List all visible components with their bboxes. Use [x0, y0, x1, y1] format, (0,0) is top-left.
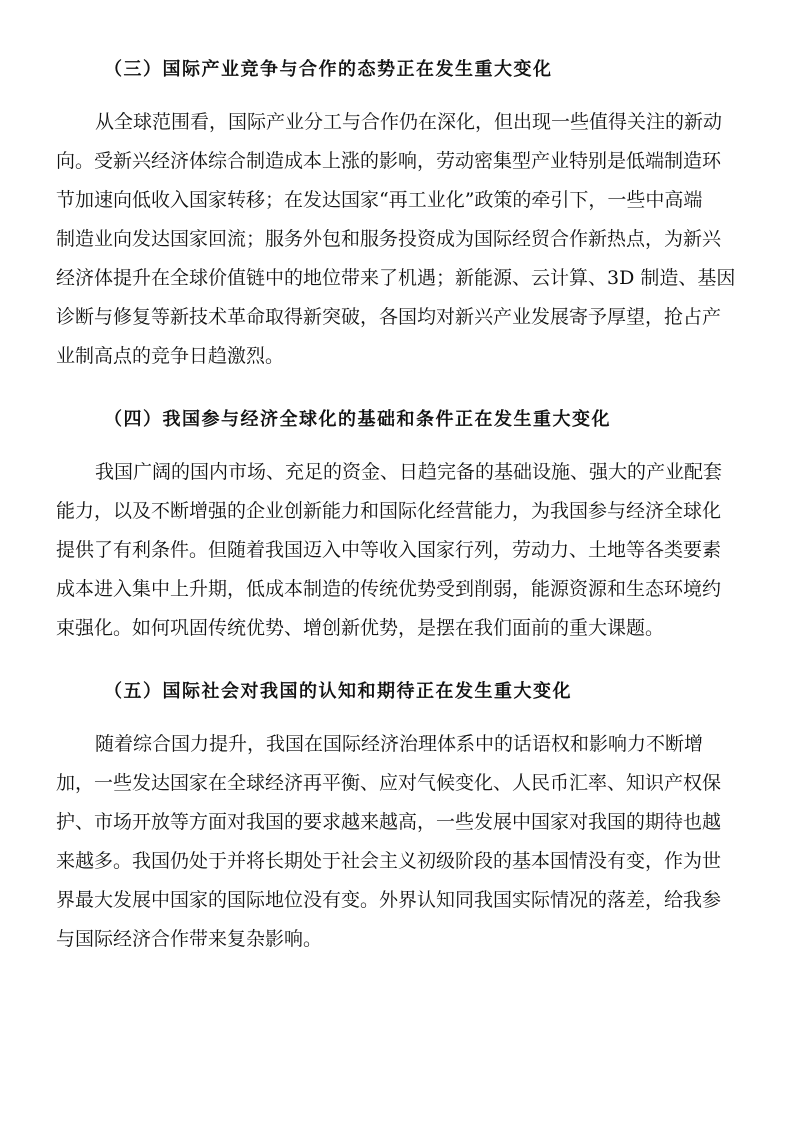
paragraph-line: 业制高点的竞争日趋激烈。	[56, 345, 285, 367]
paragraph-line: 向。受新兴经济体综合制造成本上涨的影响，劳动密集型产业特别是低端制造环	[56, 150, 722, 172]
paragraph-line: 来越多。我国仍处于并将长期处于社会主义初级阶段的基本国情没有变，作为世	[56, 850, 722, 872]
paragraph-line: 护、市场开放等方面对我国的要求越来越高，一些发展中国家对我国的期待也越	[56, 811, 722, 833]
paragraph-line: 能力，以及不断增强的企业创新能力和国际化经营能力，为我国参与经济全球化	[56, 500, 722, 522]
paragraph-line: 诊断与修复等新技术革命取得新突破，各国均对新兴产业发展寄予厚望，抢占产	[56, 306, 722, 328]
paragraph-line: 成本进入集中上升期，低成本制造的传统优势受到削弱，能源资源和生态环境约	[56, 578, 722, 600]
paragraph-line: 制造业向发达国家回流；服务外包和服务投资成为国际经贸合作新热点，为新兴	[56, 228, 722, 250]
section-heading: （五）国际社会对我国的认知和期待正在发生重大变化	[104, 681, 572, 702]
paragraph-line: 从全球范围看，国际产业分工与合作仍在深化，但出现一些值得关注的新动	[95, 111, 723, 133]
paragraph-line: 束强化。如何巩固传统优势、增创新优势，是摆在我们面前的重大课题。	[56, 617, 665, 639]
paragraph-line: 加，一些发达国家在全球经济再平衡、应对气候变化、人民币汇率、知识产权保	[56, 772, 722, 794]
section-heading: （三）国际产业竞争与合作的态势正在发生重大变化	[104, 59, 553, 80]
section-heading: （四）我国参与经济全球化的基础和条件正在发生重大变化	[104, 409, 611, 430]
paragraph-line: 经济体提升在全球价值链中的地位带来了机遇；新能源、云计算、3D 制造、基因	[56, 267, 736, 289]
paragraph-line: 提供了有利条件。但随着我国迈入中等收入国家行列，劳动力、土地等各类要素	[56, 539, 722, 561]
paragraph-line: 与国际经济合作带来复杂影响。	[56, 928, 323, 950]
paragraph-line: 我国广阔的国内市场、充足的资金、日趋完备的基础设施、强大的产业配套	[95, 461, 723, 483]
paragraph-line: 节加速向低收入国家转移；在发达国家“再工业化”政策的牵引下，一些中高端	[56, 189, 703, 211]
paragraph-line: 随着综合国力提升，我国在国际经济治理体系中的话语权和影响力不断增	[95, 733, 704, 755]
paragraph-line: 界最大发展中国家的国际地位没有变。外界认知同我国实际情况的落差，给我参	[56, 889, 722, 911]
